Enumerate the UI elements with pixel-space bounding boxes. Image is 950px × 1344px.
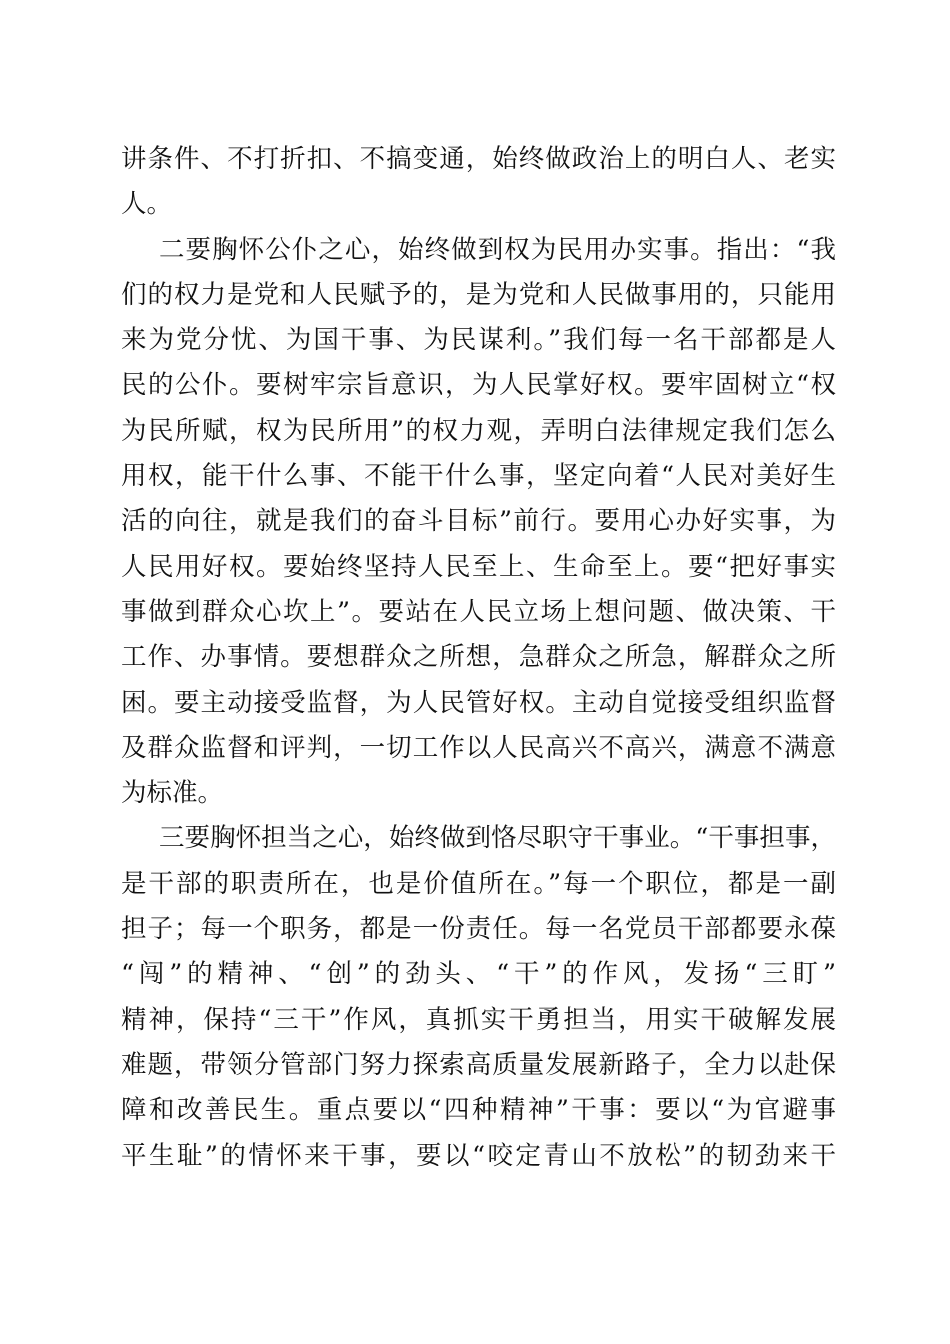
text-line: 难题，带领分管部门努力探索高质量发展新路子，全力以赴保 [121,1049,836,1080]
text-line: 担子；每一个职务，都是一份责任。每一名党员干部都要永葆 [121,914,836,945]
text-line: 工作、办事情。要想群众之所想，急群众之所急，解群众之所 [121,642,836,673]
text-line: 来为党分忧、为国干事、为民谋利。”我们每一名干部都是人 [121,325,836,356]
text-line: 事做到群众心坎上”。要站在人民立场上想问题、做决策、干 [121,596,836,627]
text-line: 障和改善民生。重点要以“四种精神”干事：要以“为官避事 [121,1095,836,1126]
text-line: 讲条件、不打折扣、不搞变通，始终做政治上的明白人、老实 [121,144,836,174]
text-line: 二要胸怀公仆之心，始终做到权为民用办实事。指出：“我 [159,234,836,265]
text-line: 人民用好权。要始终坚持人民至上、生命至上。要“把好事实 [121,551,836,582]
text-line: 是干部的职责所在，也是价值所在。”每一个职位，都是一副 [121,868,836,899]
body-text [121,137,836,1179]
text-line: 平生耻”的情怀来干事，要以“咬定青山不放松”的韧劲来干 [121,1140,836,1171]
text-line: 用权，能干什么事、不能干什么事，坚定向着“人民对美好生 [121,461,836,492]
text-line: 困。要主动接受监督，为人民管好权。主动自觉接受组织监督 [121,687,836,718]
text-line: 活的向往，就是我们的奋斗目标”前行。要用心办好实事，为 [121,506,836,537]
text-line: 们的权力是党和人民赋予的，是为党和人民做事用的，只能用 [121,279,836,310]
text-line: 精神，保持“三干”作风，真抓实干勇担当，用实干破解发展 [121,1004,836,1035]
text-line: 及群众监督和评判，一切工作以人民高兴不高兴，满意不满意 [121,732,836,763]
text-line: 民的公仆。要树牢宗旨意识，为人民掌好权。要牢固树立“权 [121,370,836,401]
text-line: 为民所赋，权为民所用”的权力观，弄明白法律规定我们怎么 [121,415,836,446]
text-line: 三要胸怀担当之心，始终做到恪尽职守干事业。“干事担事， [159,823,836,854]
text-line: 为标准。 [121,778,224,809]
text-line: “闯”的精神、“创”的劲头、“干”的作风，发扬“三盯” [121,959,836,990]
text-line: 人。 [121,189,173,220]
